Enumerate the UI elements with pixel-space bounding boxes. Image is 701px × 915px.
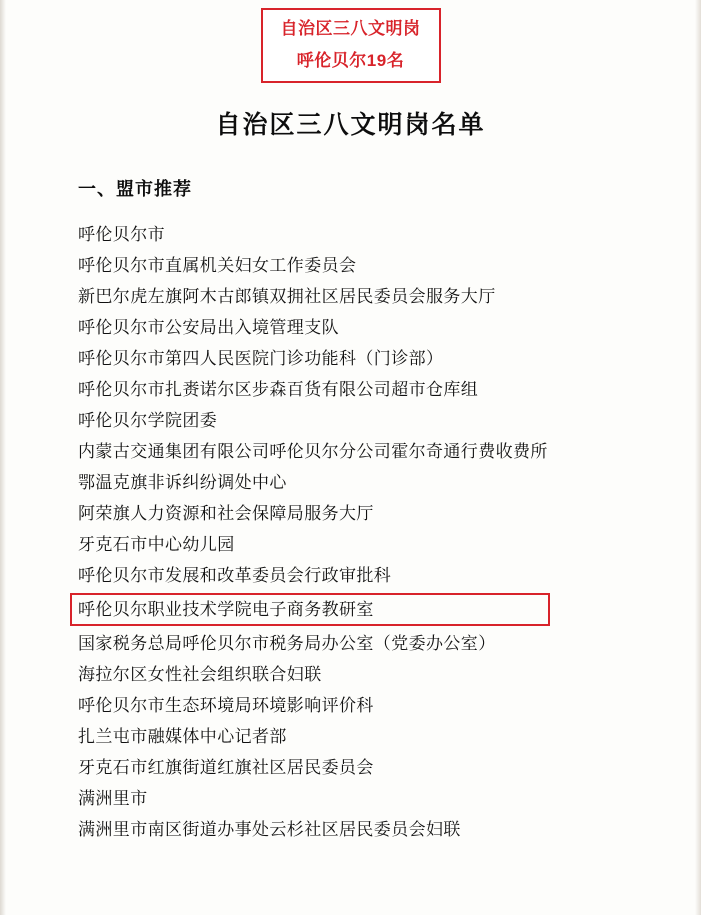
list-item: 呼伦贝尔市直属机关妇女工作委员会 [78,256,357,275]
list-item: 呼伦贝尔市生态环境局环境影响评价科 [78,696,374,715]
list-item: 呼伦贝尔市公安局出入境管理支队 [78,318,339,337]
document-body [78,175,641,845]
list-item: 海拉尔区女性社会组织联合妇联 [78,665,322,684]
list-item: 呼伦贝尔学院团委 [78,411,218,430]
list-item: 扎兰屯市融媒体中心记者部 [78,727,287,746]
list-item: 满洲里市 [78,789,148,808]
list-item: 呼伦贝尔市扎赉诺尔区步森百货有限公司超市仓库组 [78,380,479,399]
list-item: 牙克石市中心幼儿园 [78,535,235,554]
list-item: 鄂温克旗非诉纠纷调处中心 [78,473,287,492]
list-item: 呼伦贝尔市发展和改革委员会行政审批科 [78,566,392,585]
section-heading: 一、盟市推荐 [78,179,192,199]
list-item: 阿荣旗人力资源和社会保障局服务大厅 [78,504,374,523]
annotation-line-1: 自治区三八文明岗 [280,19,421,38]
list-item: 国家税务总局呼伦贝尔市税务局办公室（党委办公室） [78,634,496,653]
list-item: 牙克石市红旗街道红旗社区居民委员会 [78,758,374,777]
page-title: 自治区三八文明岗名单 [215,112,486,139]
annotation-line-2: 呼伦贝尔19名 [296,50,405,70]
list-item: 内蒙古交通集团有限公司呼伦贝尔分公司霍尔奇通行费收费所 [78,442,548,461]
list-container [78,219,641,845]
header-annotation-box [261,8,441,83]
list-item: 新巴尔虎左旗阿木古郎镇双拥社区居民委员会服务大厅 [78,287,496,306]
list-item: 呼伦贝尔市第四人民医院门诊功能科（门诊部） [78,349,444,368]
list-item: 满洲里市南区街道办事处云杉社区居民委员会妇联 [78,820,461,839]
list-item: 呼伦贝尔市 [78,225,165,244]
list-item-highlighted: 呼伦贝尔职业技术学院电子商务教研室 [70,593,550,626]
